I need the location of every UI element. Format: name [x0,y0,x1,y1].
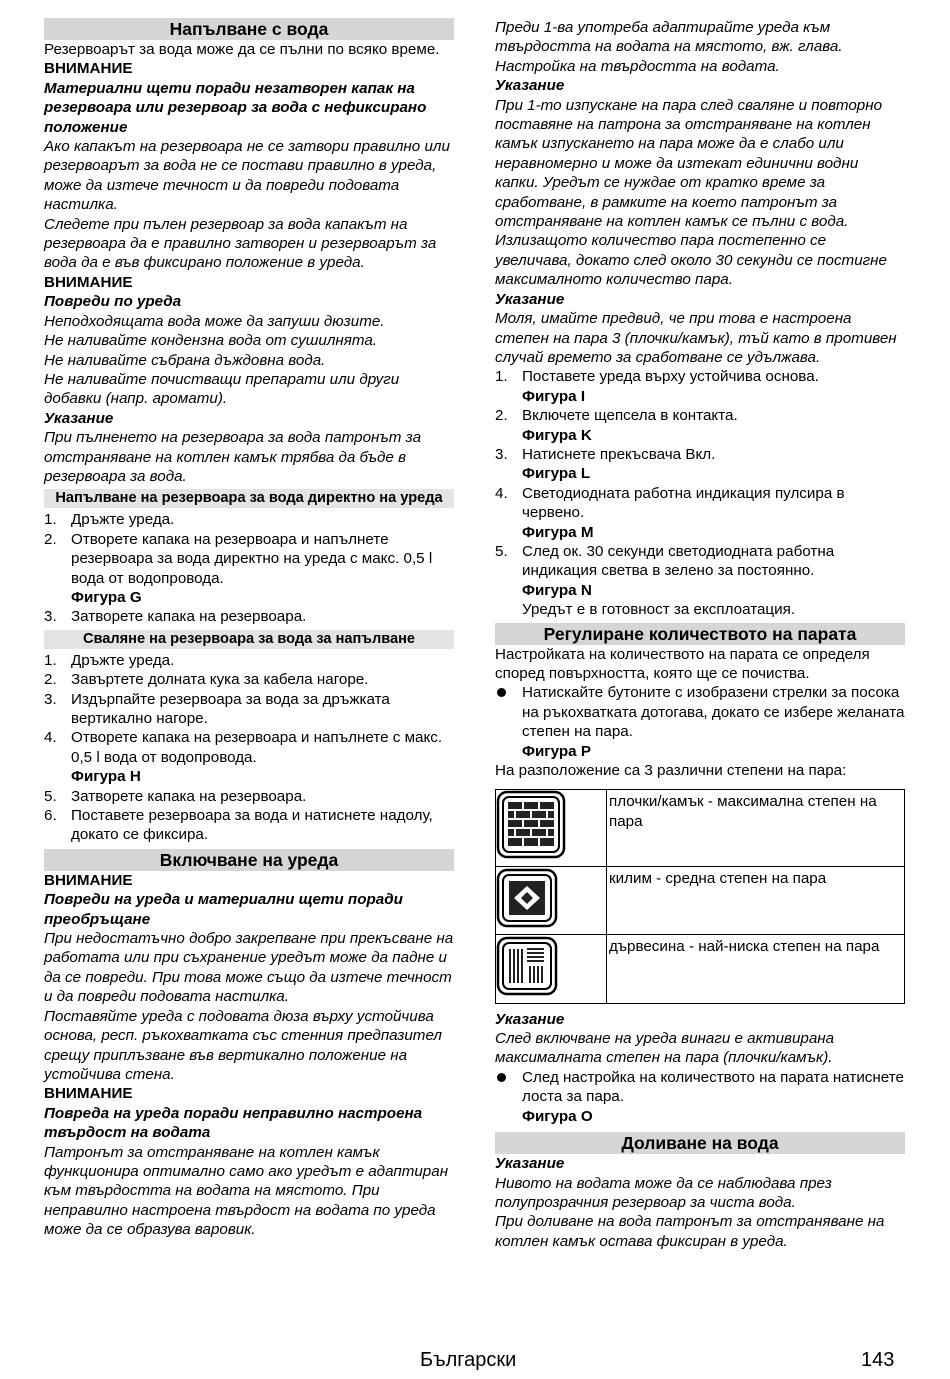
tiles-stone-icon [496,790,606,860]
warning-title: Материални щети поради незатворен капак на резервоара или резервоар за вода с нефиксирано положение [44,79,427,136]
warning-line: Не наливайте събрана дъждовна вода. [44,351,326,369]
bullet-text: След настройка на количеството на парата натиснете лоста за пара. [522,1068,904,1106]
figure-reference: Фигура N [522,581,592,599]
step-item [44,651,454,670]
steam-intro: Настройката на количеството на парата се определя според повърхността, която ще се почиства. [495,645,870,682]
switch-on-steps [495,367,905,619]
warning-title: Повреди по уреда [44,293,182,311]
note-text: Моля, имайте предвид, че при това е настроена степен на пара 3 (плочки/камък), тъй като в противен случай времето за сработване се удължава. [495,310,897,366]
step-text: Поставете уреда върху устойчива основа. [522,368,819,386]
step-number: 5. [495,542,508,560]
wood-icon [496,935,606,997]
steam-levels-table [495,789,905,1003]
note-text: При 1-то изпускане на пара след сваляне и повторно поставяне на патрона за отстраняване на котлен камък изпускането на пара може да е слабо или неравномерно и може да изтекат единични водни капки. Уредът се нуждае от кратко време за сработване, в рамките на което патронът за отстраняване на котлен камък се пълни с вода. Излизащото количество пара постепенно се увеличава, докато след около 30 секунди се постигне максималното количество пара. [495,96,887,289]
level-icon-cell [496,935,607,1003]
step-number: 4. [44,729,57,747]
note-text: При пълненето на резервоара за вода патронът за отстраняване на котлен камък трябва да бъде в резервоара за вода. [44,429,422,485]
step-text: Завъртете долната кука за кабела нагоре. [71,671,369,689]
footer-language: Български [420,1349,517,1371]
warning-text: При недостатъчно добро закрепване при прекъсване на работата или при съхранение уредът може да падне и да се повреди. При това може също да изтече течност и да повреди подовата настилка. [44,930,454,1006]
steam-bullets [495,683,905,761]
figure-reference: Фигура I [522,387,586,405]
step-text: Дръжте уреда. [71,651,175,669]
bullet-item [495,1068,905,1126]
warning-line: Неподходящата вода може да запуши дюзите. [44,312,385,330]
warning-text: Следете при пълен резервоар за вода капакът на резервоара да е правилно затворен и резервоарът за вода да е във фиксирано положение в уреда. [44,215,437,272]
step-number: 2. [44,530,57,548]
warning-label: ВНИМАНИЕ [44,273,133,291]
warning-line: Не наливайте кондензна вода от сушилнята. [44,332,378,350]
table-row [496,935,905,1003]
step-text: Натиснете прекъсвача Вкл. [522,445,716,463]
levels-intro: На разположение са 3 различни степени на пара: [495,762,847,780]
page-number: 143 [861,1349,895,1371]
step-text: Светодиодната работна индикация пулсира в червено. [522,484,845,522]
note-text: Нивото на водата може да се наблюдава през полупрозрачния резервоар за чиста вода. [495,1174,832,1211]
warning-label: ВНИМАНИЕ [44,1085,133,1103]
figure-reference: Фигура G [71,588,142,606]
table-row [496,790,905,866]
step-text: Издърпайте резервоара за вода за дръжката вертикално нагоре. [71,690,390,727]
step-item [495,445,905,484]
step-item [495,484,905,542]
step-number: 1. [44,651,57,669]
figure-reference: Фигура O [522,1107,593,1125]
figure-reference: Фигура H [71,768,141,786]
figure-reference: Фигура P [522,742,591,760]
intro-text: Преди 1-ва употреба адаптирайте уреда към твърдостта на водата на мястото, вж. глава. Настройка на твърдостта на водата. [495,19,843,75]
warning-text: Ако капакът на резервоара не се затвори правилно или резервоарът за вода не се постави правилно в уреда, може да изтече течност и да повреди подовата настилка. [44,138,450,214]
figure-reference: Фигура L [522,465,591,483]
step-text: След ок. 30 секунди светодиодната работна индикация светва в зелено за постоянно. [522,542,835,580]
note-label: Указание [495,1010,565,1028]
direct-fill-steps [44,510,454,626]
warning-label: ВНИМАНИЕ [44,871,133,889]
step-result: Уредът е в готовност за експлоатация. [522,601,796,619]
step-number: 2. [44,671,57,689]
step-item [44,607,454,626]
step-item [44,806,454,845]
step-text: Поставете резервоара за вода и натиснете надолу, докато се фиксира. [71,807,433,844]
step-number: 3. [44,608,57,626]
step-item [495,367,905,406]
step-item [495,542,905,620]
step-item [44,787,454,806]
section-heading-fill-water: Напълване с вода [44,18,454,40]
step-item [44,728,454,786]
note-label: Указание [495,290,565,308]
step-number: 1. [495,368,508,386]
right-column [495,18,905,1251]
figure-reference: Фигура K [522,426,592,444]
table-row [496,866,905,934]
step-text: Дръжте уреда. [71,511,175,529]
section-heading-refill-water: Доливане на вода [495,1132,905,1154]
step-number: 1. [44,511,57,529]
step-item [44,670,454,689]
step-item [44,510,454,529]
warning-text: Поставяйте уреда с подовата дюза върху устойчива основа, респ. ръкохватката със стенния предпазител срещу приплъзване във вертикално положение на устойчива стена. [44,1007,442,1083]
figure-reference: Фигура M [522,523,594,541]
note-label: Указание [495,77,565,95]
note-text: След включване на уреда винаги е активирана максималната степен на пара (плочки/камък). [495,1030,835,1067]
step-item [44,690,454,729]
bullet-dot-icon [497,688,506,697]
step-text: Отворете капака на резервоара и напълнете с макс. 0,5 l вода от водопровода. [71,729,443,766]
step-number: 3. [44,690,57,708]
step-item [495,406,905,445]
warning-title: Повреда на уреда поради неправилно настроена твърдост на водата [44,1104,423,1142]
left-column [44,18,454,1240]
note-label: Указание [495,1155,565,1173]
level-text-cell: килим - средна степен на пара [607,866,905,934]
level-icon-cell [496,866,607,934]
step-number: 2. [495,407,508,425]
carpet-icon [496,867,606,929]
steam-lever-bullets [495,1068,905,1126]
fill-intro: Резервоарът за вода може да се пълни по всяко време. [44,41,440,58]
step-item [44,530,454,608]
step-number: 4. [495,484,508,502]
note-text: При доливане на вода патронът за отстраняване на котлен камък остава фиксиран в уреда. [495,1213,885,1250]
section-heading-steam-amount: Регулиране количеството на парата [495,623,905,645]
remove-tank-steps [44,651,454,845]
step-number: 3. [495,445,508,463]
step-number: 6. [44,807,57,825]
warning-label: ВНИМАНИЕ [44,60,133,78]
step-text: Затворете капака на резервоара. [71,608,307,626]
subheading-direct-fill: Напълване на резервоара за вода директно на уреда [44,489,454,508]
bullet-dot-icon [497,1073,506,1082]
step-text: Включете щепсела в контакта. [522,407,738,425]
warning-line: Не наливайте почистващи препарати или други добавки (напр. аромати). [44,370,400,408]
level-text-cell: плочки/камък - максимална степен на пара [607,790,905,866]
subheading-remove-tank: Сваляне на резервоара за вода за напълване [44,630,454,649]
level-text-cell: дървесина - най-ниска степен на пара [607,935,905,1003]
step-number: 5. [44,787,57,805]
step-text: Затворете капака на резервоара. [71,787,307,805]
warning-text: Патронът за отстраняване на котлен камък функционира оптимално само ако уредът е адаптиран към твърдостта на водата на мястото. При неправилно настроена твърдост на водата по уреда може да се образува варовик. [44,1143,449,1239]
bullet-item [495,683,905,761]
section-heading-switch-on: Включване на уреда [44,849,454,871]
step-text: Отворете капака на резервоара и напълнете резервоара за вода директно на уреда с макс. 0,5 l вода от водопровода. [71,530,433,587]
bullet-text: Натискайте бутоните с изобразени стрелки за посока на ръкохватката дотогава, докато се избере желаната степен на пара. [522,684,905,741]
note-label: Указание [44,409,114,427]
level-icon-cell [496,790,607,866]
warning-title: Повреди на уреда и материални щети поради преобръщане [44,891,403,928]
